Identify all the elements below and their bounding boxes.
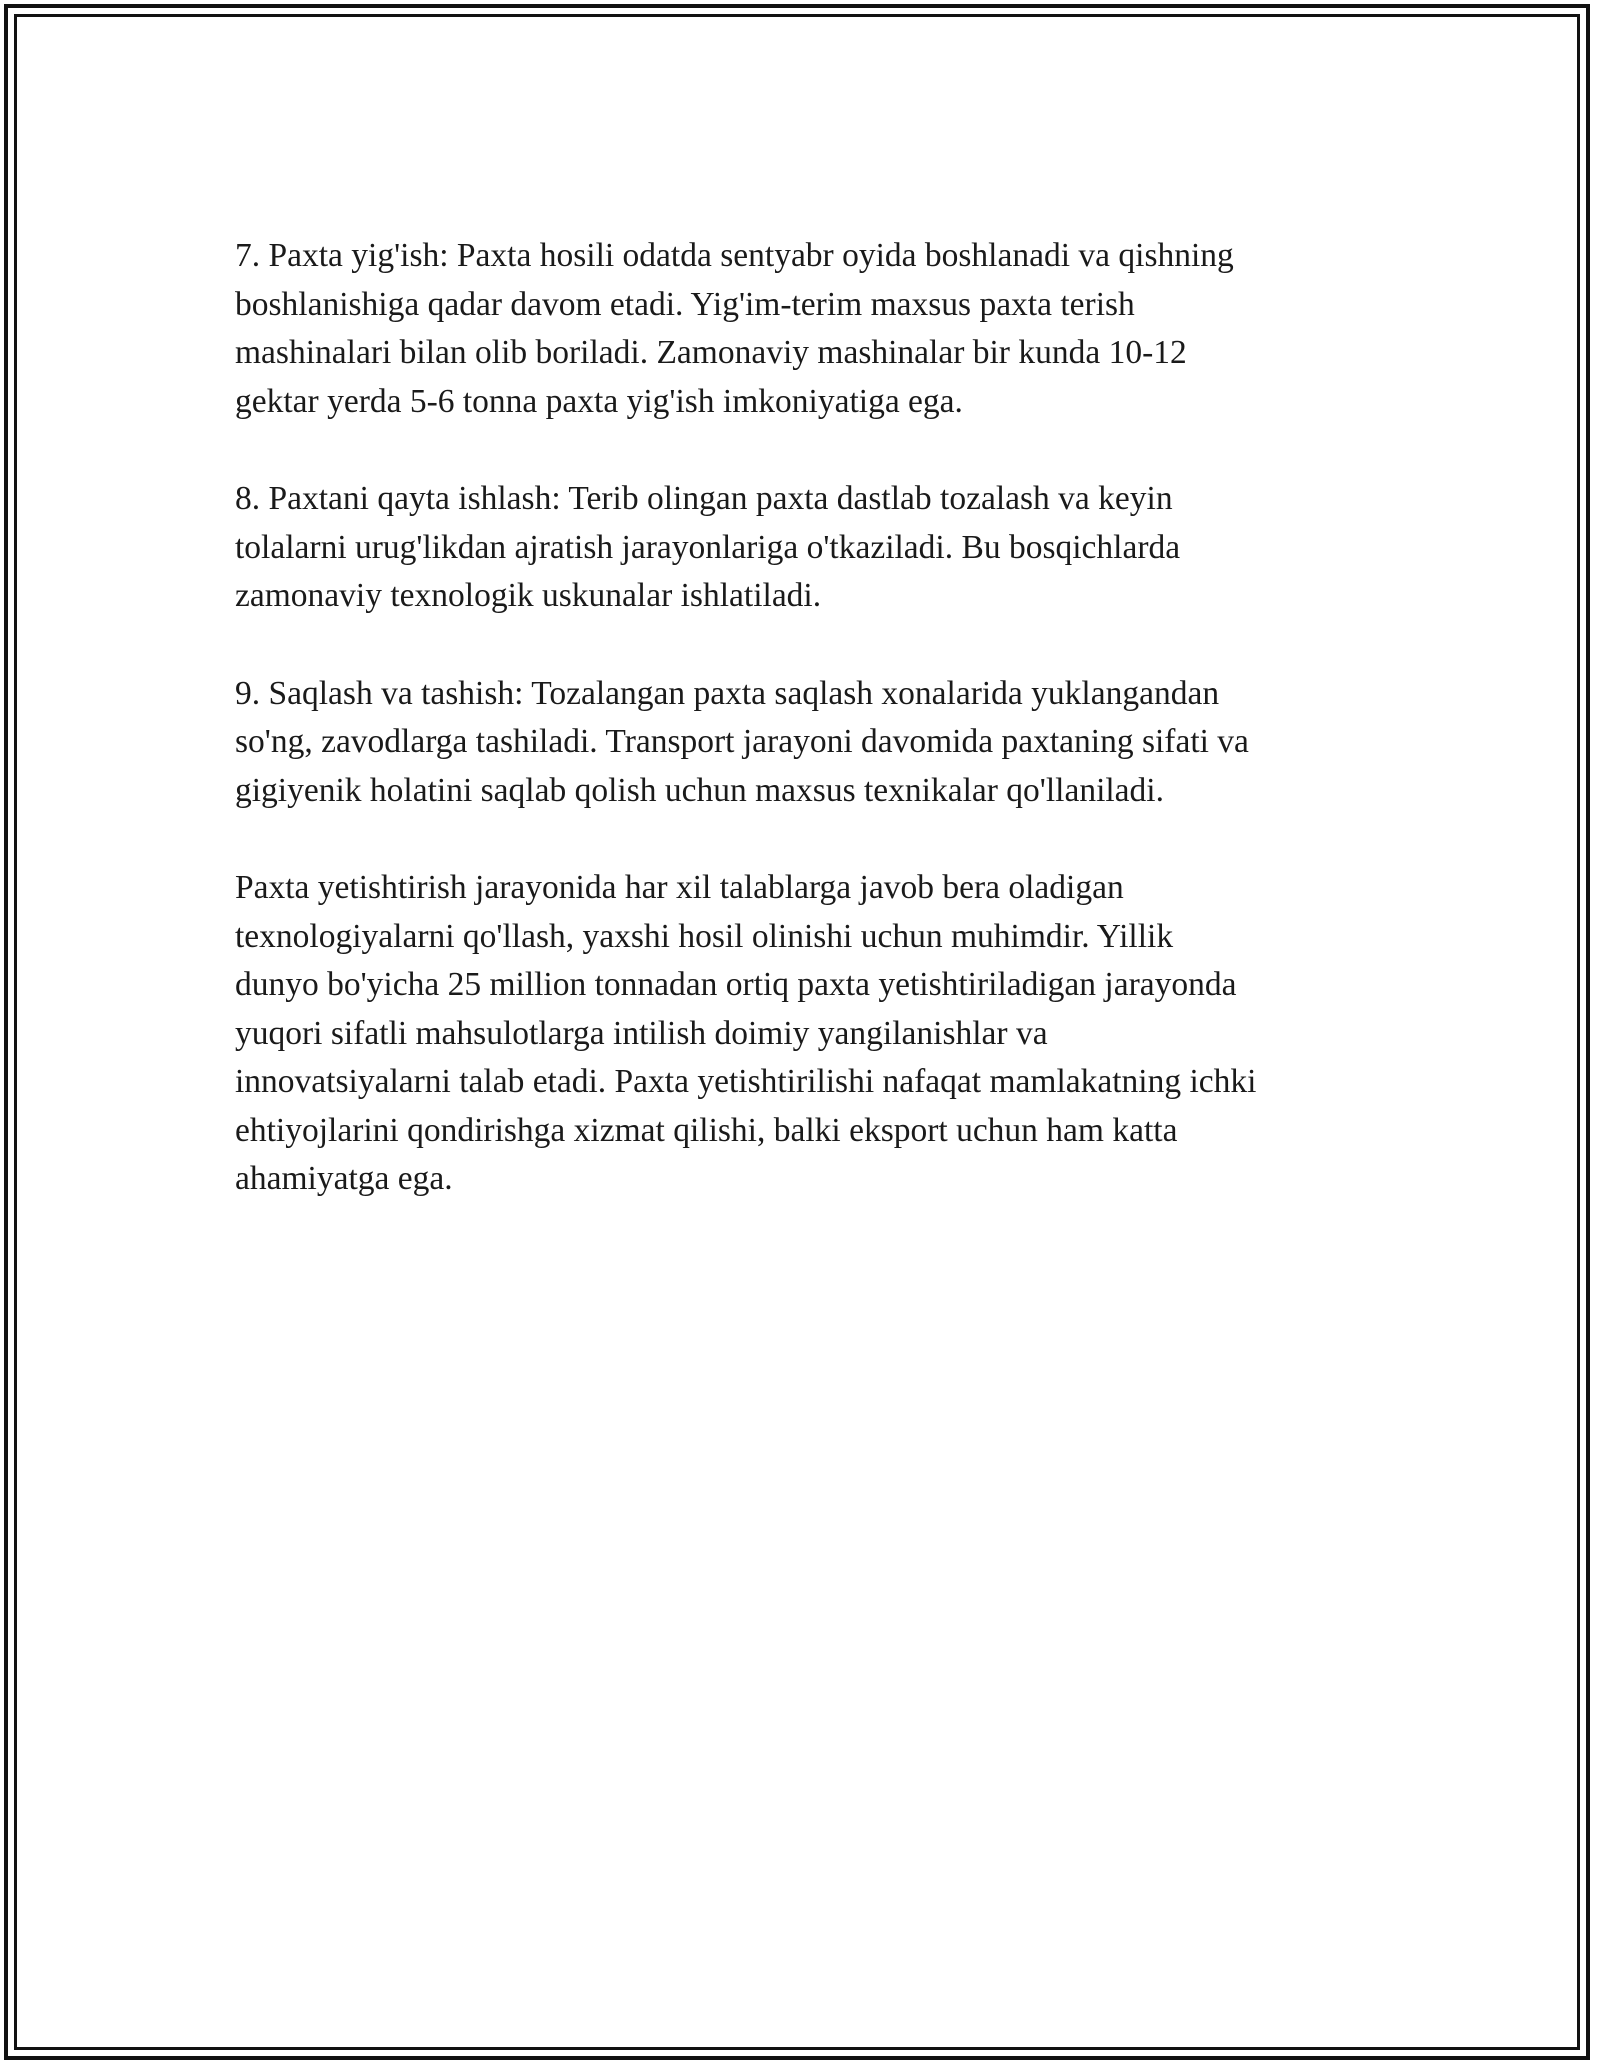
- paragraph-conclusion: Paxta yetishtirish jarayonida har xil talablarga javob bera oladigan texnologiyalarni qo'llash, yaxshi hosil olinishi uchun muhimdir. Yillik dunyo bo'yicha 25 million tonnadan ortiq paxta yetishtiriladigan jarayonda yuqori sifatli mahsulotlarga intilish doimiy yangilanishlar va innovatsiyalarni talab etadi. Paxta yetishtirilishi nafaqat mamlakatning ichki ehtiyojlarini qondirishga xizmat qilishi, balki eksport uchun ham katta ahamiyatga ega.: [235, 869, 1257, 1197]
- paragraph-storage-transport: 9. Saqlash va tashish: Tozalangan paxta saqlash xonalarida yuklangandan so'ng, zavodlarga tashiladi. Transport jarayoni davomida paxtaning sifati va gigiyenik holatini saqlab qolish uchun maxsus texnikalar qo'llaniladi.: [235, 674, 1249, 809]
- document-body: [235, 232, 1355, 1253]
- paragraph-cotton-processing: 8. Paxtani qayta ishlash: Terib olingan paxta dastlab tozalash va keyin tolalarni urug'likdan ajratish jarayonlariga o'tkaziladi. Bu bosqichlarda zamonaviy texnologik uskunalar ishlatiladi.: [235, 480, 1181, 614]
- paragraph-cotton-harvesting: 7. Paxta yig'ish: Paxta hosili odatda sentyabr oyida boshlanadi va qishning boshlanishiga qadar davom etadi. Yig'im-terim maxsus paxta terish mashinalari bilan olib boriladi. Zamonaviy mashinalar bir kunda 10-12 gektar yerda 5-6 tonna paxta yig'ish imkoniyatiga ega.: [235, 237, 1234, 420]
